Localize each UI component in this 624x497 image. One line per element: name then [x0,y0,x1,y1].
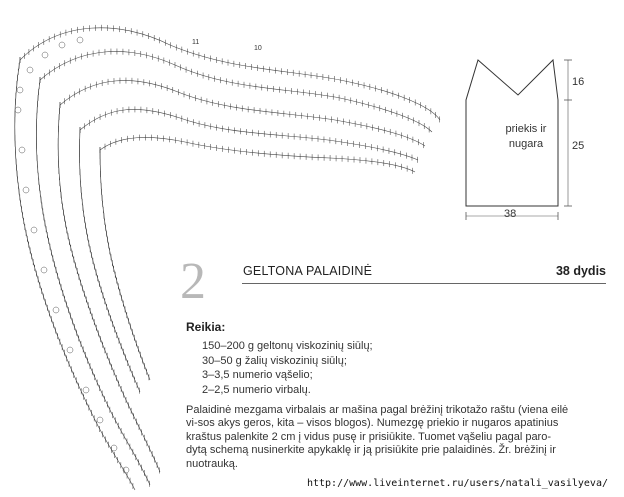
chart-loops [15,37,129,473]
materials-item: 2–2,5 numerio virbalų. [202,383,311,396]
instructions-line: Palaidinė mezgama virbalais ar mašina pagal brėžinį trikotažo raštu (viena eilė [186,404,569,416]
chart-mark-11: 11 [192,39,200,46]
schematic-label-line2: nugara [508,138,544,150]
source-watermark: http://www.liveinternet.ru/users/natali_vasilyeva/ [306,478,608,489]
schematic-label-line1: priekis ir [505,123,547,135]
instructions-line: vi-sos akys geros, kita – visos blogos). Numezgę priekio ir nugaros apatinius [186,417,559,430]
size-label: 38 dydis [555,264,606,278]
page-title: GELTONA PALAIDINĖ [243,264,373,278]
chart-mark-10: 10 [254,45,262,52]
instructions-line: nuotrauką. [186,457,238,470]
materials-heading: Reikia: [186,320,226,334]
garment-schematic [448,40,624,240]
instructions-line: dytą schemą nusinerkite apykaklę ir ją prisiūkite prie palaidinės. Žr. brėžinį ir [186,444,556,457]
section-number: 2 [180,253,206,310]
schematic-piece-label [486,122,566,152]
heading-divider [242,283,606,284]
schematic-dim-bottom: 38 [504,208,517,220]
schematic-dim-top: 16 [572,76,585,88]
schematic-dim-side: 25 [572,140,585,152]
instructions-line: kraštus palenkite 2 cm į vidus pusę ir prisiūkite. Tuomet vąšeliu pagal paro- [186,430,552,443]
materials-item: 30–50 g žalių viskozinių siūlų; [202,354,347,367]
instructions-text [186,404,606,471]
materials-item: 3–3,5 numerio vąšelio; [202,369,313,381]
materials-list [202,339,373,397]
materials-item: 150–200 g geltonų viskozinių siūlų; [202,340,373,352]
